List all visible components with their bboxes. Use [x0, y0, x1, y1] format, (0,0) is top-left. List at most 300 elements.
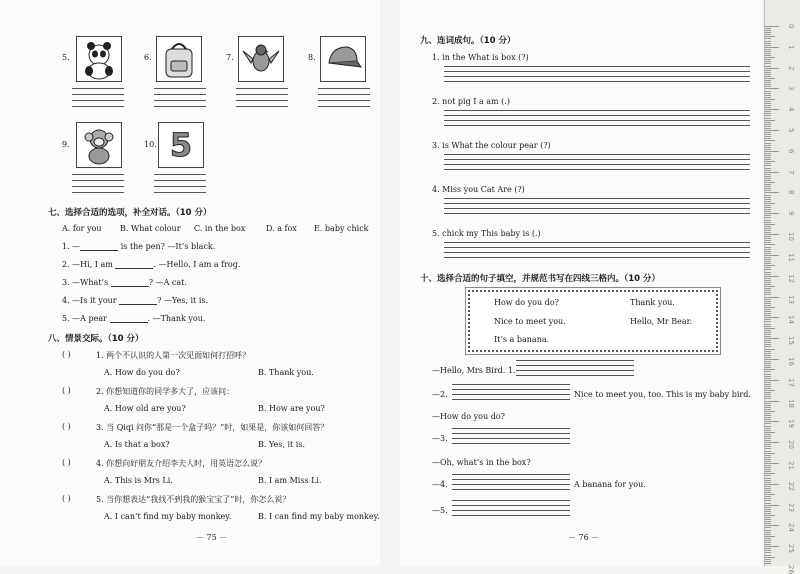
- ruler-tick: [765, 242, 771, 243]
- ruler-tick: [765, 467, 771, 468]
- ruler-label: 22: [787, 481, 795, 491]
- ruler-tick: [765, 47, 779, 48]
- ruler-tick: [765, 261, 771, 262]
- ruler-tick: [765, 86, 771, 87]
- ruler-tick: [765, 401, 779, 402]
- ruler-tick: [765, 228, 771, 229]
- ruler-tick: [765, 244, 775, 245]
- ruler-tick: [765, 61, 771, 62]
- answer-paren[interactable]: ( ): [62, 458, 71, 467]
- ruler-tick: [765, 436, 771, 437]
- choice-a: A. How do you do?: [104, 368, 180, 377]
- ruler-tick: [765, 286, 775, 287]
- ruler-tick: [765, 438, 771, 439]
- ruler-tick: [765, 143, 771, 144]
- ruler-tick: [765, 93, 771, 94]
- question-text: 1. 两个不认识的人第一次见面如何打招呼？: [96, 351, 251, 360]
- ruler-tick: [765, 182, 775, 183]
- ruler-tick: [765, 284, 771, 285]
- ruler-tick: [765, 301, 771, 302]
- ruler-tick: [765, 407, 771, 408]
- ruler-tick: [765, 374, 771, 375]
- ruler-tick: [765, 340, 771, 341]
- ruler-tick: [765, 161, 775, 162]
- ruler-tick: [765, 498, 771, 499]
- ruler-tick: [765, 151, 779, 152]
- section-9-title: 九、连词成句。（10 分）: [420, 36, 516, 46]
- choice-a: A. This is Mrs Li.: [104, 476, 173, 485]
- ruler-tick: [765, 453, 775, 454]
- ruler-label: 2: [787, 65, 795, 71]
- dialogue-line: Nice to meet you, too. This is my baby bird.: [574, 390, 751, 399]
- ruler-tick: [765, 32, 771, 33]
- ruler-tick: [765, 430, 771, 431]
- ruler-tick: [765, 263, 771, 264]
- ruler-tick: [765, 95, 771, 96]
- dialogue-item-2: 2. —Hi, I am . —Hello, I am a frog.: [62, 260, 241, 269]
- ruler-tick: [765, 490, 771, 491]
- panda-icon: [76, 36, 122, 82]
- ruler-label: 20: [787, 440, 795, 450]
- ruler-label: 21: [787, 460, 795, 470]
- ruler-tick: [765, 66, 771, 67]
- ruler-tick: [765, 76, 771, 77]
- fill-blank[interactable]: [110, 314, 148, 323]
- ruler-tick: [765, 305, 771, 306]
- ruler-tick: [765, 378, 771, 379]
- ruler-tick: [765, 367, 771, 368]
- ruler-tick: [765, 532, 771, 533]
- ruler-tick: [765, 78, 775, 79]
- ruler-tick: [765, 396, 771, 397]
- picture-item-number: 10.: [144, 140, 157, 149]
- ruler-tick: [765, 101, 771, 102]
- ruler-tick: [765, 134, 771, 135]
- ruler-tick: [765, 68, 779, 69]
- ruler-tick: [765, 215, 771, 216]
- ruler-tick: [765, 176, 771, 177]
- dialogue-line: —2.: [432, 390, 448, 399]
- scrambled-sentence: 2. not pig I a am (.): [432, 97, 510, 106]
- ruler-tick: [765, 172, 779, 173]
- ruler-tick: [765, 209, 771, 210]
- page-number: － 75 －: [196, 533, 228, 542]
- ruler-tick: [765, 28, 771, 29]
- ruler-tick: [765, 513, 771, 514]
- ruler-tick: [765, 120, 775, 121]
- scrambled-sentence: 3. is What the colour pear (?): [432, 141, 551, 150]
- ruler-tick: [765, 128, 771, 129]
- ruler-tick: [765, 140, 775, 141]
- ruler-tick: [765, 190, 771, 191]
- ruler-label: 1: [787, 44, 795, 50]
- ruler-tick: [765, 530, 771, 531]
- ruler-tick: [765, 357, 771, 358]
- ruler-tick: [765, 49, 771, 50]
- ruler-tick: [765, 546, 779, 547]
- ruler-tick: [765, 471, 771, 472]
- picture-item-number: 6.: [144, 53, 152, 62]
- ruler-tick: [765, 386, 771, 387]
- ruler-tick: [765, 353, 771, 354]
- section-7-title: 七、选择合适的选项，补全对话。（10 分）: [48, 208, 212, 218]
- ruler-tick: [765, 563, 771, 564]
- ruler-tick: [765, 505, 779, 506]
- question-text: 4. 你想向好朋友介绍李夫人时，用英语怎么说？: [96, 459, 267, 468]
- ruler-tick: [765, 463, 779, 464]
- ruler-tick: [765, 51, 771, 52]
- ruler-tick: [765, 555, 771, 556]
- ruler-tick: [765, 494, 775, 495]
- ruler-tick: [765, 165, 771, 166]
- ruler-label: 14: [787, 315, 795, 325]
- ruler-tick: [765, 492, 771, 493]
- ruler-tick: [765, 282, 771, 283]
- ruler-tick: [765, 155, 771, 156]
- ruler-tick: [765, 511, 771, 512]
- ruler-tick: [765, 170, 771, 171]
- ruler-tick: [765, 72, 771, 73]
- ruler-tick: [765, 330, 771, 331]
- ruler-tick: [765, 236, 771, 237]
- ruler-tick: [765, 132, 771, 133]
- ruler-label: 3: [787, 86, 795, 91]
- ruler-tick: [765, 197, 771, 198]
- ruler-tick: [765, 201, 771, 202]
- ruler-label: 6: [787, 148, 795, 154]
- ruler-tick: [765, 457, 771, 458]
- ruler-tick: [765, 249, 771, 250]
- ruler-label: 23: [787, 502, 795, 512]
- ruler-tick: [765, 107, 771, 108]
- option-e: E. baby chick: [314, 224, 369, 233]
- ruler-tick: [765, 548, 771, 549]
- ruler-tick: [765, 97, 771, 98]
- dialogue-item-4: 4. —Is it your ? —Yes, it is.: [62, 296, 209, 305]
- ruler-tick: [765, 303, 771, 304]
- parrot-icon: [238, 36, 284, 82]
- ruler-tick: [765, 230, 771, 231]
- fill-blank[interactable]: [111, 278, 149, 287]
- ruler-tick: [765, 57, 775, 58]
- ruler-tick: [765, 36, 775, 37]
- ruler-tick: [765, 168, 771, 169]
- ruler-label: 24: [787, 523, 795, 533]
- ruler-tick: [765, 446, 771, 447]
- ruler-tick: [765, 465, 771, 466]
- ruler-label: 12: [787, 273, 795, 283]
- ruler-tick: [765, 519, 771, 520]
- ruler-tick: [765, 486, 771, 487]
- ruler-tick: [765, 259, 771, 260]
- ruler-tick: [765, 484, 779, 485]
- scrambled-sentence: 1. in the What is box (?): [432, 53, 529, 62]
- ruler-tick: [765, 525, 779, 526]
- ruler-tick: [765, 478, 771, 479]
- bank-sentence: Thank you.: [630, 298, 675, 307]
- ruler-tick: [765, 538, 771, 539]
- monkey-icon: [76, 122, 122, 168]
- ruler-tick: [765, 317, 779, 318]
- ruler-tick: [765, 561, 771, 562]
- ruler-label: 8: [787, 190, 795, 195]
- ruler-tick: [765, 500, 771, 501]
- answer-paren[interactable]: ( ): [62, 422, 71, 431]
- answer-paren[interactable]: ( ): [62, 494, 71, 503]
- ruler-tick: [765, 41, 771, 42]
- ruler-tick: [765, 99, 775, 100]
- ruler-tick: [765, 355, 771, 356]
- ruler-tick: [765, 122, 771, 123]
- ruler-tick: [765, 349, 775, 350]
- ruler-tick: [765, 455, 771, 456]
- ruler-label: 26: [787, 565, 795, 574]
- ruler-tick: [765, 103, 771, 104]
- picture-item-number: 9.: [62, 140, 70, 149]
- fill-blank[interactable]: [119, 296, 157, 305]
- ruler-tick: [765, 376, 771, 377]
- ruler-tick: [765, 432, 775, 433]
- ruler-tick: [765, 126, 771, 127]
- ruler-tick: [765, 267, 771, 268]
- question-text: 5. 当你想表达“我找不到我的猴宝宝了”时，你怎么说？: [96, 495, 291, 504]
- bank-sentence: It’s a banana.: [494, 335, 550, 344]
- ruler-tick: [765, 328, 775, 329]
- ruler-tick: [765, 521, 771, 522]
- scrambled-sentence: 5. chick my This baby is (.): [432, 229, 541, 238]
- section-10-title: 十、选择合适的句子填空，并规范书写在四线三格内。（10 分）: [420, 274, 661, 284]
- choice-b: B. I can find my baby monkey.: [258, 512, 380, 521]
- section-8-title: 八、情景交际。（10 分）: [48, 334, 144, 344]
- scrambled-sentence: 4. Miss you Cat Are (?): [432, 185, 525, 194]
- ruler-tick: [765, 351, 771, 352]
- ruler-tick: [765, 80, 771, 81]
- ruler-tick: [765, 469, 771, 470]
- ruler-label: 13: [787, 294, 795, 304]
- ruler-tick: [765, 255, 779, 256]
- ruler-tick: [765, 38, 771, 39]
- ruler-tick: [765, 84, 771, 85]
- ruler-tick: [765, 297, 779, 298]
- ruler-tick: [765, 428, 771, 429]
- left-page: [0, 0, 380, 566]
- ruler-tick: [765, 111, 771, 112]
- ruler-tick: [765, 421, 779, 422]
- ruler-tick: [765, 232, 771, 233]
- ruler-tick: [765, 321, 771, 322]
- ruler-tick: [765, 527, 771, 528]
- ruler-tick: [765, 423, 771, 424]
- ruler-tick: [765, 149, 771, 150]
- bank-sentence: Hello, Mr Bear.: [630, 317, 693, 326]
- ruler-tick: [765, 290, 771, 291]
- ruler-tick: [765, 444, 771, 445]
- ruler-tick: [765, 307, 775, 308]
- ruler-tick: [765, 226, 771, 227]
- ruler-tick: [765, 178, 771, 179]
- dialogue-line: —Hello, Mrs Bird. 1.: [432, 366, 516, 375]
- ruler-tick: [765, 384, 771, 385]
- ruler-tick: [765, 461, 771, 462]
- ruler-tick: [765, 288, 771, 289]
- ruler-tick: [765, 180, 771, 181]
- ruler-tick: [765, 251, 771, 252]
- ruler-tick: [765, 523, 771, 524]
- ruler-label: 19: [787, 419, 795, 429]
- ruler-tick: [765, 53, 771, 54]
- dialogue-item-5: 5. —A pear . —Thank you.: [62, 314, 206, 323]
- ruler-tick: [765, 213, 779, 214]
- ruler-tick: [765, 473, 775, 474]
- ruler-tick: [765, 309, 771, 310]
- ruler-tick: [765, 544, 771, 545]
- fill-blank[interactable]: [115, 260, 153, 269]
- ruler-tick: [765, 415, 771, 416]
- ruler-tick: [765, 507, 771, 508]
- ruler-tick: [765, 157, 771, 158]
- choice-a: A. Is that a box?: [104, 440, 170, 449]
- ruler-tick: [765, 199, 771, 200]
- ruler-tick: [765, 234, 779, 235]
- ruler-label: 11: [787, 252, 795, 262]
- answer-paren[interactable]: ( ): [62, 350, 71, 359]
- ruler-tick: [765, 336, 771, 337]
- ruler-tick: [765, 405, 771, 406]
- ruler-tick: [765, 365, 771, 366]
- ruler-tick: [765, 276, 779, 277]
- ruler-tick: [765, 550, 771, 551]
- bank-sentence: Nice to meet you.: [494, 317, 566, 326]
- ruler-tick: [765, 342, 771, 343]
- ruler-tick: [765, 475, 771, 476]
- ruler-tick: [765, 59, 771, 60]
- ruler-tick: [765, 130, 779, 131]
- ruler-tick: [765, 426, 771, 427]
- ruler-tick: [765, 332, 771, 333]
- ruler-tick: [765, 82, 771, 83]
- dialogue-line: A banana for you.: [574, 480, 646, 489]
- measuring-ruler: [764, 0, 800, 574]
- ruler-tick: [765, 224, 775, 225]
- dialogue-line: —3.: [432, 434, 448, 443]
- ruler-tick: [765, 136, 771, 137]
- ruler-tick: [765, 344, 771, 345]
- ruler-tick: [765, 184, 771, 185]
- ruler-tick: [765, 540, 771, 541]
- picture-item-number: 5.: [62, 53, 70, 62]
- ruler-tick: [765, 109, 779, 110]
- ruler-tick: [765, 488, 771, 489]
- ruler-tick: [765, 359, 779, 360]
- ruler-tick: [765, 211, 771, 212]
- ruler-tick: [765, 220, 771, 221]
- ruler-tick: [765, 292, 771, 293]
- ruler-tick: [765, 388, 771, 389]
- ruler-tick: [765, 159, 771, 160]
- ruler-tick: [765, 269, 771, 270]
- ruler-tick: [765, 257, 771, 258]
- answer-paren[interactable]: ( ): [62, 386, 71, 395]
- dialogue-item-1: 1. — is the pen? —It’s black.: [62, 242, 216, 251]
- dialogue-line: —How do you do?: [432, 412, 505, 421]
- option-a: A. for you: [62, 224, 102, 233]
- ruler-label: 25: [787, 544, 795, 554]
- ruler-tick: [765, 203, 775, 204]
- ruler-tick: [765, 417, 771, 418]
- ruler-tick: [765, 515, 775, 516]
- ruler-tick: [765, 222, 771, 223]
- ruler-tick: [765, 186, 771, 187]
- ruler-tick: [765, 482, 771, 483]
- ruler-tick: [765, 113, 771, 114]
- ruler-tick: [765, 207, 771, 208]
- ruler-tick: [765, 30, 771, 31]
- ruler-tick: [765, 552, 771, 553]
- dialogue-line: —5.: [432, 506, 448, 515]
- option-c: C. in the box: [194, 224, 246, 233]
- ruler-tick: [765, 542, 771, 543]
- ruler-tick: [765, 315, 771, 316]
- ruler-tick: [765, 105, 771, 106]
- ruler-tick: [765, 145, 771, 146]
- ruler-tick: [765, 240, 771, 241]
- ruler-tick: [765, 174, 771, 175]
- ruler-tick: [765, 459, 771, 460]
- ruler-tick: [765, 34, 771, 35]
- ruler-tick: [765, 509, 771, 510]
- ruler-label: 0: [787, 24, 795, 29]
- ruler-tick: [765, 299, 771, 300]
- choice-b: B. Thank you.: [258, 368, 314, 377]
- ruler-tick: [765, 390, 775, 391]
- ruler-tick: [765, 26, 779, 27]
- choice-a: A. How old are you?: [104, 404, 186, 413]
- ruler-tick: [765, 272, 771, 273]
- ruler-tick: [765, 274, 771, 275]
- ruler-tick: [765, 280, 771, 281]
- fill-blank[interactable]: [80, 242, 118, 251]
- question-text: 3. 当 Qiqi 问你“那是一个盒子吗？”时，如果是，你该如何回答？: [96, 423, 329, 432]
- ruler-tick: [765, 88, 779, 89]
- ruler-label: 10: [787, 232, 795, 241]
- ruler-tick: [765, 363, 771, 364]
- ruler-tick: [765, 91, 771, 92]
- ruler-tick: [765, 398, 771, 399]
- option-b: B. What colour: [120, 224, 181, 233]
- choice-b: B. I am Miss Li.: [258, 476, 322, 485]
- option-d: D. a fox: [266, 224, 297, 233]
- ruler-tick: [765, 153, 771, 154]
- ruler-tick: [765, 253, 771, 254]
- ruler-tick: [765, 311, 771, 312]
- ruler-tick: [765, 346, 771, 347]
- ruler-label: 18: [787, 398, 795, 408]
- bank-sentence: How do you do?: [494, 298, 559, 307]
- ruler-tick: [765, 392, 771, 393]
- ruler-label: 16: [787, 356, 795, 366]
- ruler-label: 5: [787, 128, 795, 133]
- ruler-tick: [765, 238, 771, 239]
- ruler-tick: [765, 195, 771, 196]
- ruler-tick: [765, 496, 771, 497]
- ruler-tick: [765, 338, 779, 339]
- ruler-tick: [765, 205, 771, 206]
- ruler-tick: [765, 380, 779, 381]
- ruler-tick: [765, 313, 771, 314]
- ruler-tick: [765, 115, 771, 116]
- picture-item-number: 7.: [226, 53, 234, 62]
- ruler-tick: [765, 217, 771, 218]
